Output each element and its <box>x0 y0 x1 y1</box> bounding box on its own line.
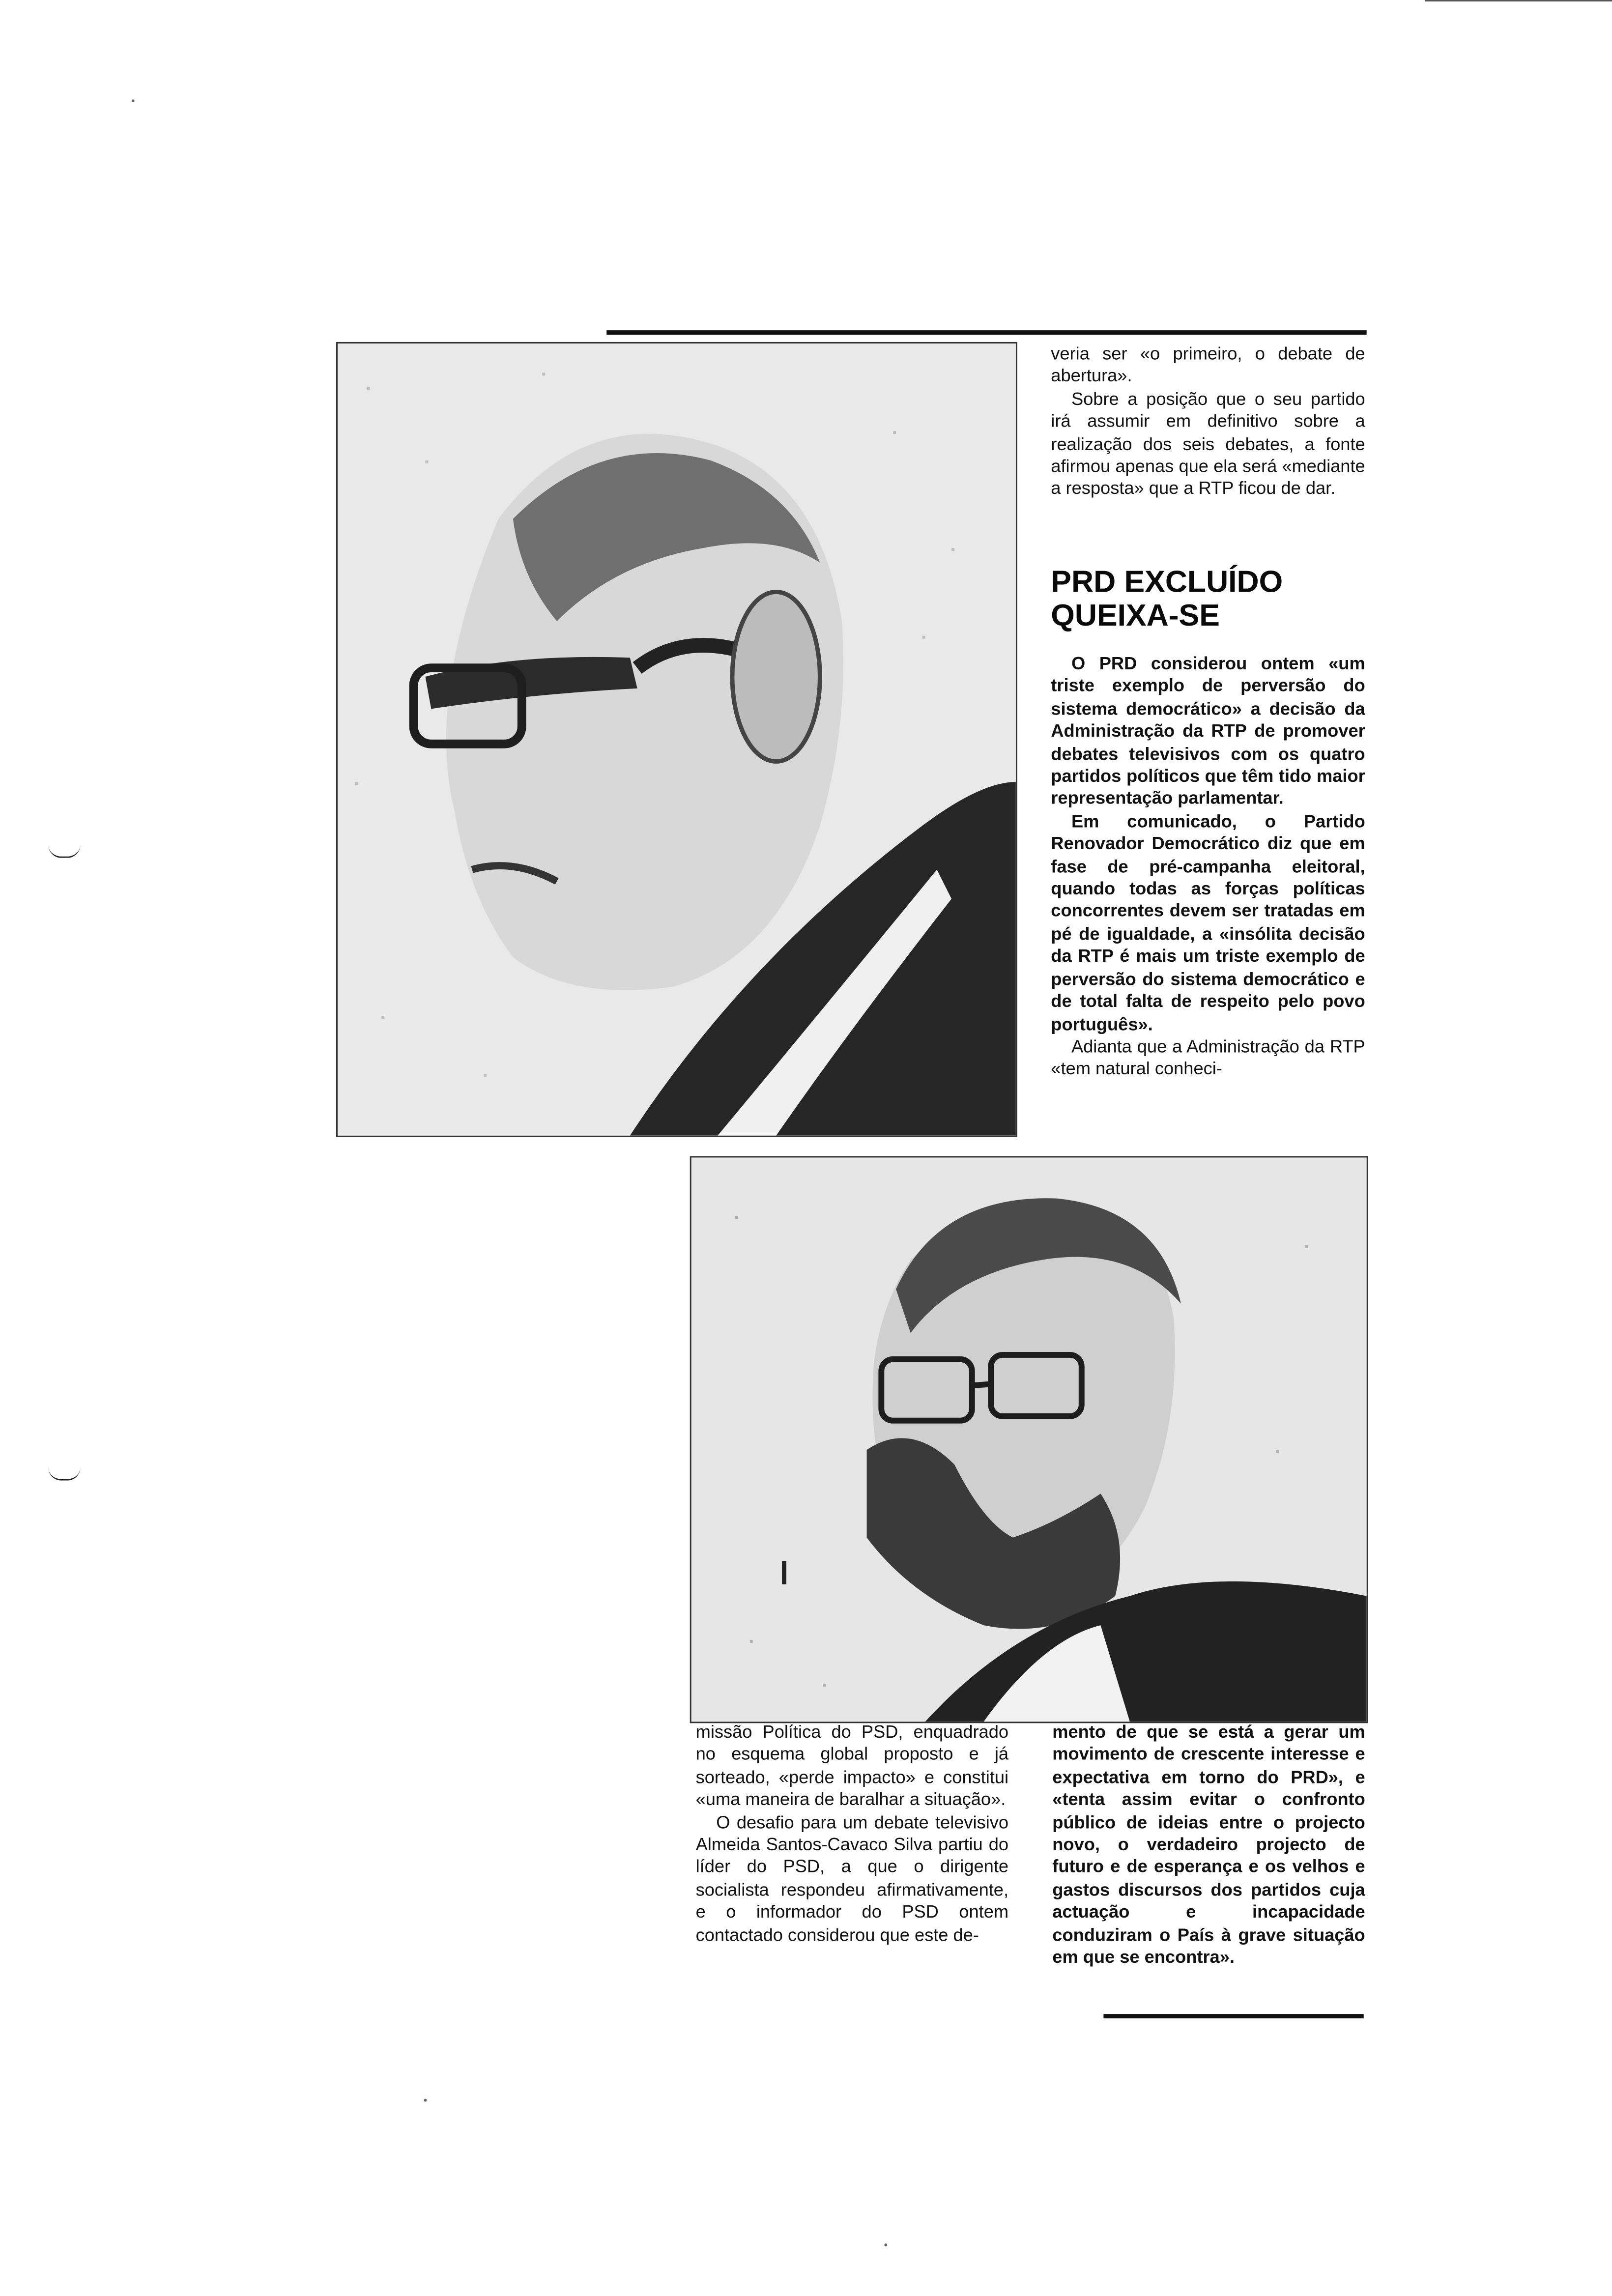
portrait-photo-bottom <box>690 1156 1368 1723</box>
headline-line-2: QUEIXA-SE <box>1051 599 1220 633</box>
dust-speck <box>884 2243 887 2246</box>
headline-line-1: PRD EXCLUÍDO <box>1051 565 1283 600</box>
paragraph: missão Política do PSD, enquadrado no esquema global proposto e já sorteado, «perde impacto» e constitui «uma maneira de baralhar a situação». <box>695 1722 1009 1810</box>
section-headline <box>1051 566 1365 633</box>
binder-hole-mark-top <box>48 845 80 858</box>
article-column-left-bottom <box>696 1722 1008 1947</box>
paragraph: O desafio para um debate televisivo Almeida Santos-Cavaco Silva partiu do líder do PSD, a que o dirigente socialista respondeu afirmativamente, e o informador do PSD ontem contactado considerou que este de- <box>695 1811 1009 1945</box>
dust-speck <box>132 99 135 102</box>
paragraph: Em comunicado, o Partido Renovador Democrático diz que em fase de pré-campanha eleitoral, quando todas as forças políticas concorrentes devem ser tratadas em pé de igualdade, a «insólita decisão da RTP é mais um triste exemplo de perversão do sistema democrático e de total falta de respeito pelo povo português». <box>1051 811 1365 1034</box>
paragraph: Sobre a posição que o seu partido irá assumir em definitivo sobre a realização dos seis debates, a fonte afirmou apenas que ela será «mediante a resposta» que a RTP ficou de dar. <box>1051 388 1365 499</box>
bottom-column-rule <box>1103 2014 1363 2018</box>
paragraph: O PRD considerou ontem «um triste exemplo de perversão do sistema democrático» a decisão da Administração da RTP de promover debates televisivos com os quatro partidos políticos que têm tido maior representação parlamentar. <box>1051 653 1365 809</box>
top-column-rule <box>606 330 1366 335</box>
paragraph: veria ser «o primeiro, o debate de abertura». <box>1051 343 1365 387</box>
top-edge-rule <box>1425 0 1612 1</box>
article-column-right-bottom <box>1052 1722 1365 1969</box>
paragraph: Adianta que a Administração da RTP «tem natural conheci- <box>1051 1036 1365 1079</box>
dust-speck <box>424 2099 427 2102</box>
binder-hole-mark-bottom <box>48 1467 80 1481</box>
portrait-photo-top <box>336 342 1017 1137</box>
article-column-right-top <box>1051 344 1365 501</box>
article-column-right-middle <box>1051 653 1365 1081</box>
paragraph: mento de que se está a gerar um movimento de crescente interesse e expectativa em torno do PRD», e «tenta assim evitar o confronto público de ideias entre o projecto novo, o verdadeiro projecto de futuro e de esperança e os velhos e gastos discursos dos partidos cuja actuação e incapacidade conduziram o País à grave situação em que se encontra». <box>1052 1722 1365 1968</box>
